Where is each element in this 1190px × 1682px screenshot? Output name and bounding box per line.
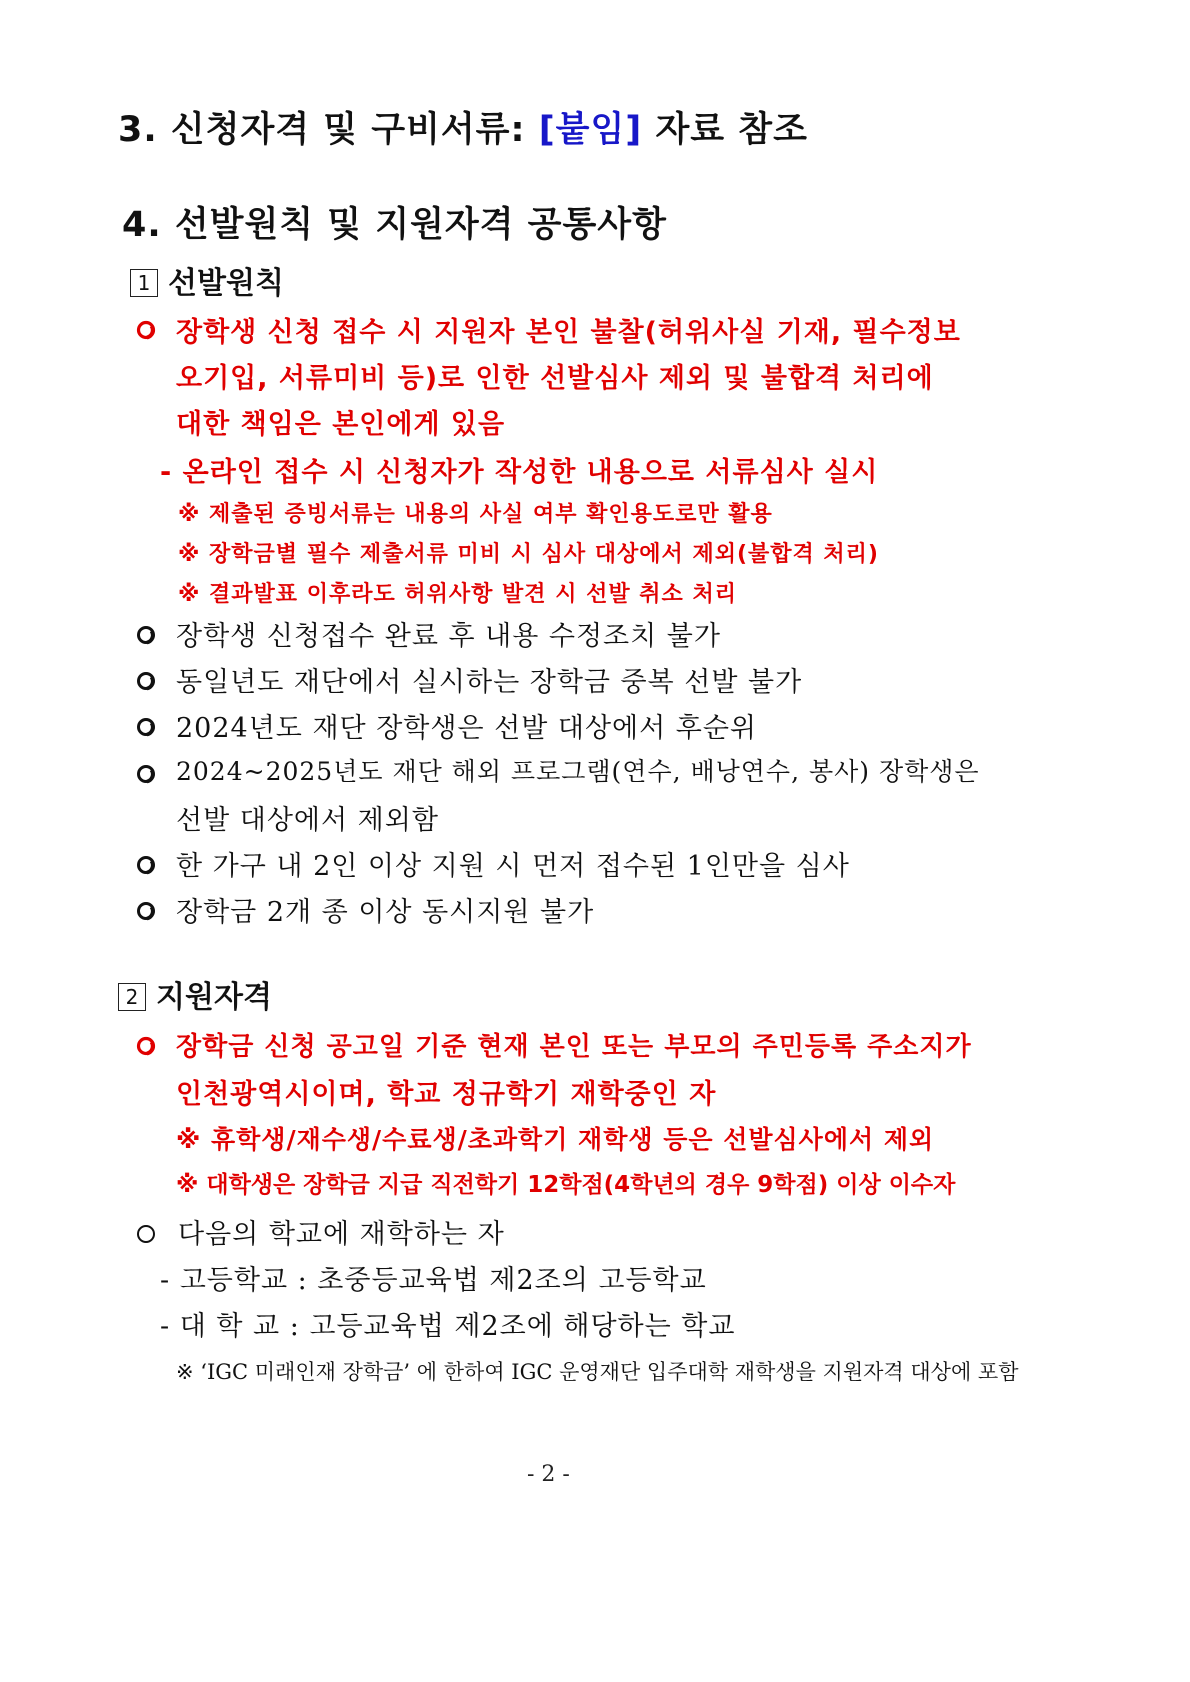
part2-number-box: 2 (118, 983, 146, 1011)
part1-item-3: 동일년도 재단에서 실시하는 장학금 중복 선발 불가 (176, 667, 803, 698)
part2-footnote: ※ ‘IGC 미래인재 장학금’ 에 한하여 IGC 운영재단 입주대학 재학생을 지원자격 대상에 포함 (176, 1360, 1019, 1384)
part2-title: 지원자격 (156, 980, 272, 1015)
part1-item1-line1: 장학생 신청 접수 시 지원자 본인 불찰(허위사실 기재, 필수정보 (176, 317, 961, 348)
part1-title: 선발원칙 (168, 266, 284, 301)
part1-item1-line2: 오기입, 서류미비 등)로 인한 선발심사 제외 및 불합격 처리에 (176, 363, 934, 394)
part1-item-5-line1: 2024~2025년도 재단 해외 프로그램(연수, 배낭연수, 봉사) 장학생은 (176, 757, 980, 786)
part1-note-1: ※ 제출된 증빙서류는 내용의 사실 여부 확인용도로만 활용 (178, 502, 773, 527)
part1-note-2: ※ 장학금별 필수 제출서류 미비 시 심사 대상에서 제외(불합격 처리) (178, 542, 879, 567)
part2-item-2: 다음의 학교에 재학하는 자 (178, 1219, 505, 1250)
part1-note-3: ※ 결과발표 이후라도 허위사항 발견 시 선발 취소 처리 (178, 582, 737, 607)
part1-number-box: 1 (130, 269, 158, 297)
hollow-circle-icon (136, 671, 156, 691)
page-number: - 2 - (527, 1462, 570, 1487)
hollow-circle-icon (136, 1036, 156, 1056)
part2-heading (118, 972, 272, 1016)
part2-sub-highschool: - 고등학교 : 초중등교육법 제2조의 고등학교 (160, 1265, 707, 1296)
hollow-circle-icon (136, 855, 156, 875)
part2-note-2: ※ 대학생은 장학금 지급 직전학기 12학점(4학년의 경우 9학점) 이상 이수자 (176, 1172, 956, 1198)
section3-prefix: 3. 신청자격 및 구비서류: (118, 110, 526, 150)
part2-note-1: ※ 휴학생/재수생/수료생/초과학기 재학생 등은 선발심사에서 제외 (176, 1125, 935, 1154)
part1-item-6: 한 가구 내 2인 이상 지원 시 먼저 접수된 1인만을 심사 (176, 851, 850, 882)
part1-item-5-line2: 선발 대상에서 제외함 (176, 805, 439, 836)
section4-heading: 4. 선발원칙 및 지원자격 공통사항 (122, 205, 667, 245)
hollow-circle-icon (136, 901, 156, 921)
hollow-circle-icon (136, 320, 156, 340)
part1-item-2: 장학생 신청접수 완료 후 내용 수정조치 불가 (176, 621, 721, 652)
part1-item-4: 2024년도 재단 장학생은 선발 대상에서 후순위 (176, 713, 758, 744)
part2-item1-line1: 장학금 신청 공고일 기준 현재 본인 또는 부모의 주민등록 주소지가 (176, 1032, 972, 1062)
part1-dash-item: - 온라인 접수 시 신청자가 작성한 내용으로 서류심사 실시 (160, 457, 879, 488)
attachment-link: [붙임] (538, 110, 643, 150)
section3-suffix: 자료 참조 (655, 110, 808, 150)
section3-heading (118, 102, 808, 152)
hollow-circle-icon (136, 717, 156, 737)
part1-heading (130, 258, 284, 302)
part1-item-7: 장학금 2개 종 이상 동시지원 불가 (176, 897, 595, 928)
hollow-circle-icon (136, 1224, 156, 1244)
part1-item1-line3: 대한 책임은 본인에게 있음 (176, 409, 506, 440)
part2-item1-line2: 인천광역시이며, 학교 정규학기 재학중인 자 (176, 1079, 717, 1110)
hollow-circle-icon (136, 764, 156, 784)
hollow-circle-icon (136, 625, 156, 645)
part2-sub-university: - 대 학 교 : 고등교육법 제2조에 해당하는 학교 (160, 1311, 736, 1342)
